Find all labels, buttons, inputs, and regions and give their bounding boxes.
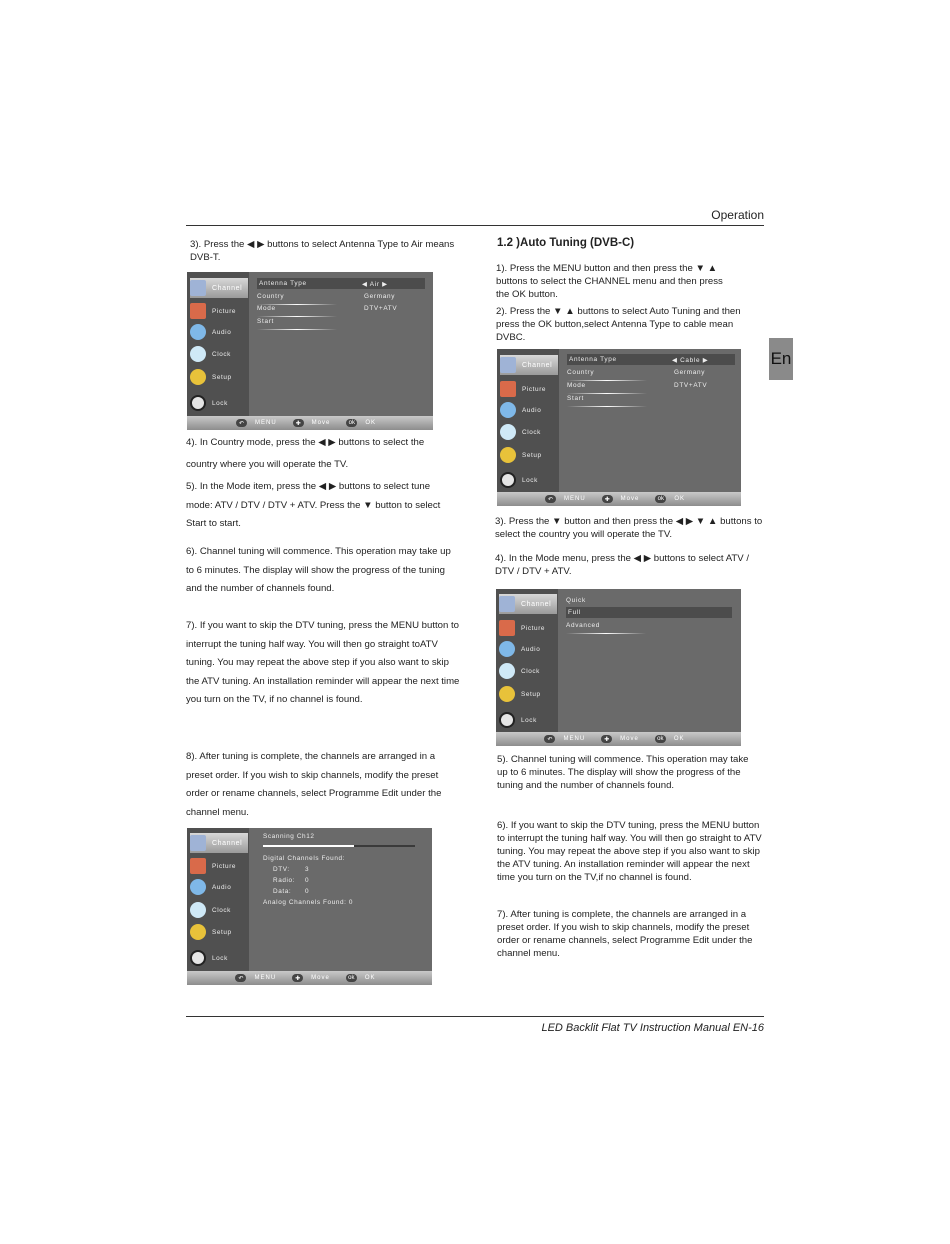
sidebar-item-clock: Clock — [500, 422, 558, 442]
sidebar-item-audio: Audio — [499, 639, 557, 659]
sidebar-item-lock: Lock — [499, 710, 557, 730]
menu-value-antenna-type: ◀ Cable ▶ — [672, 357, 709, 364]
menu-value-country: Germany — [364, 293, 396, 300]
ok-icon: ok — [655, 495, 666, 503]
page-header-title: Operation — [711, 208, 764, 222]
sidebar-item-setup: Setup — [190, 367, 248, 387]
section-title: 1.2 )Auto Tuning (DVB-C) — [497, 237, 635, 249]
picture-icon — [190, 303, 206, 319]
menu-row-quick: Quick — [566, 595, 586, 606]
sidebar-item-audio: Audio — [190, 877, 248, 897]
move-icon: ✚ — [602, 495, 613, 503]
left-step-7: 7). If you want to skip the DTV tuning, press the MENU button to interrupt the tuning half way. You will then go straight toATV tuning. You may repeat the above step if you also want to skip the ATV tuning. An installation reminder will appear the next time you turn on the TV, if no channel is found. — [186, 620, 460, 705]
sidebar-item-clock: Clock — [499, 661, 557, 681]
move-icon: ✚ — [293, 419, 304, 427]
left-step-5: 5). In the Mode item, press the ◀ ▶ buttons to select tune mode: ATV / DTV / DTV + ATV. Press the ▼ button to select Start to start. — [186, 481, 441, 529]
menu-value-country: Germany — [674, 369, 706, 376]
star-icon — [500, 447, 516, 463]
menu-button-bar: ↶ MENU ✚ Move ok OK — [187, 416, 433, 430]
speaker-icon — [190, 879, 206, 895]
return-icon: ↶ — [235, 974, 246, 982]
menu-row-start: Start — [567, 393, 584, 404]
channel-icon — [499, 596, 515, 612]
picture-icon — [499, 620, 515, 636]
menu-row-advanced: Advanced — [566, 620, 600, 631]
menu-row-mode: Mode — [257, 303, 276, 314]
ok-icon: ok — [655, 735, 666, 743]
ok-icon: ok — [346, 974, 357, 982]
right-step-2: 2). Press the ▼ ▲ buttons to select Auto Tuning and then press the OK button,select Antenna Type to cable mean DVBC. — [496, 306, 741, 343]
right-step-3: 3). Press the ▼ button and then press the ◀ ▶ ▼ ▲ buttons to select the country you will operate the TV. — [495, 516, 763, 540]
return-icon: ↶ — [544, 735, 555, 743]
data-label: Data: — [273, 888, 292, 895]
menu-row-start: Start — [257, 316, 274, 327]
radio-count: 0 — [305, 877, 310, 884]
menu-row-antenna-type: Antenna Type — [567, 354, 735, 365]
right-step-4: 4). In the Mode menu, press the ◀ ▶ buttons to select ATV / DTV / DTV + ATV. — [495, 553, 750, 577]
menu-button-bar: ↶ MENU ✚ Move ok OK — [496, 732, 741, 746]
sidebar-item-setup: Setup — [190, 922, 248, 942]
left-step-4-cont: country where you will operate the TV. — [186, 459, 349, 470]
right-step-5: 5). Channel tuning will commence. This operation may take up to 6 minutes. The display will show the progress of the tuning and the number of channels found. — [497, 754, 749, 791]
sidebar-item-lock: Lock — [190, 948, 248, 968]
star-icon — [499, 686, 515, 702]
menu-button-bar: ↶ MENU ✚ Move ok OK — [497, 492, 741, 506]
left-step-8: 8). After tuning is complete, the channels are arranged in a preset order. If you wish to skip channels, modify the preset order or rename channels, select Programme Edit under the channel menu. — [186, 751, 442, 818]
header-rule — [186, 225, 764, 226]
sidebar-item-picture: Picture — [190, 301, 248, 321]
clock-icon — [190, 346, 206, 362]
footer-text: LED Backlit Flat TV Instruction Manual EN-16 — [541, 1022, 764, 1034]
sidebar-item-clock: Clock — [190, 344, 248, 364]
sidebar-item-audio: Audio — [500, 400, 558, 420]
sidebar-item-channel: Channel — [190, 833, 248, 853]
footer-rule — [186, 1016, 764, 1017]
menu-value-antenna-type: ◀ Air ▶ — [362, 281, 388, 288]
menu-row-mode: Mode — [567, 380, 586, 391]
ok-icon: ok — [346, 419, 357, 427]
tv-menu-mode — [496, 589, 741, 746]
menu-value-mode: DTV+ATV — [674, 382, 708, 389]
left-step-6: 6). Channel tuning will commence. This operation may take up to 6 minutes. The display will show the progress of the tuning and the number of channels found. — [186, 546, 451, 594]
tv-menu-antenna-air — [187, 272, 433, 430]
tv-menu-scanning — [187, 828, 432, 985]
sidebar-item-picture: Picture — [190, 856, 248, 876]
sidebar-item-picture: Picture — [500, 379, 558, 399]
lock-icon — [500, 472, 516, 488]
dtv-count: 3 — [305, 866, 310, 873]
sidebar-item-channel: Channel — [190, 278, 248, 298]
dtv-label: DTV: — [273, 866, 290, 873]
sidebar-item-setup: Setup — [500, 445, 558, 465]
clock-icon — [190, 902, 206, 918]
sidebar-item-picture: Picture — [499, 618, 557, 638]
left-step-4: 4). In Country mode, press the ◀ ▶ buttons to select the — [186, 437, 425, 448]
tv-menu-antenna-cable — [497, 349, 741, 506]
picture-icon — [190, 858, 206, 874]
right-step-1: 1). Press the MENU button and then press the ▼ ▲ buttons to select the CHANNEL menu and then press the OK button. — [496, 263, 723, 300]
menu-button-bar: ↶ MENU ✚ Move ok OK — [187, 971, 432, 985]
channel-icon — [190, 835, 206, 851]
speaker-icon — [500, 402, 516, 418]
speaker-icon — [499, 641, 515, 657]
left-step-3: 3). Press the ◀ ▶ buttons to select Antenna Type to Air means DVB-T. — [190, 239, 455, 263]
analog-channels-label: Analog Channels Found: 0 — [263, 899, 354, 906]
channel-icon — [500, 357, 516, 373]
right-step-7: 7). After tuning is complete, the channels are arranged in a preset order. If you wish to skip channels, modify the preset order or rename channels, select Programme Edit under the channel menu. — [497, 909, 753, 959]
language-tab: En — [769, 338, 793, 380]
menu-row-antenna-type: Antenna Type — [257, 278, 425, 289]
sidebar-item-setup: Setup — [499, 684, 557, 704]
menu-row-country: Country — [567, 367, 594, 378]
radio-label: Radio: — [273, 877, 296, 884]
star-icon — [190, 924, 206, 940]
right-step-6: 6). If you want to skip the DTV tuning, press the MENU button to interrupt the tuning half way. You will then go straight to ATV tuning. You may repeat the above step if you also want to skip the ATV tuning. An installation reminder will appear the next time you turn on the TV,if no channel is found. — [497, 820, 762, 883]
sidebar-item-channel: Channel — [499, 594, 557, 614]
lock-icon — [499, 712, 515, 728]
clock-icon — [499, 663, 515, 679]
menu-row-full: Full — [566, 607, 732, 618]
data-count: 0 — [305, 888, 310, 895]
channel-icon — [190, 280, 206, 296]
scanning-progress-bar — [263, 845, 415, 847]
picture-icon — [500, 381, 516, 397]
move-icon: ✚ — [601, 735, 612, 743]
sidebar-item-clock: Clock — [190, 900, 248, 920]
menu-value-mode: DTV+ATV — [364, 305, 398, 312]
sidebar-item-lock: Lock — [190, 393, 248, 413]
digital-channels-label: Digital Channels Found: — [263, 855, 346, 862]
return-icon: ↶ — [545, 495, 556, 503]
menu-row-country: Country — [257, 291, 284, 302]
scanning-status: Scanning Ch12 — [263, 833, 315, 840]
speaker-icon — [190, 324, 206, 340]
lock-icon — [190, 950, 206, 966]
sidebar-item-lock: Lock — [500, 470, 558, 490]
return-icon: ↶ — [236, 419, 247, 427]
star-icon — [190, 369, 206, 385]
lock-icon — [190, 395, 206, 411]
sidebar-item-audio: Audio — [190, 322, 248, 342]
move-icon: ✚ — [292, 974, 303, 982]
clock-icon — [500, 424, 516, 440]
sidebar-item-channel: Channel — [500, 355, 558, 375]
